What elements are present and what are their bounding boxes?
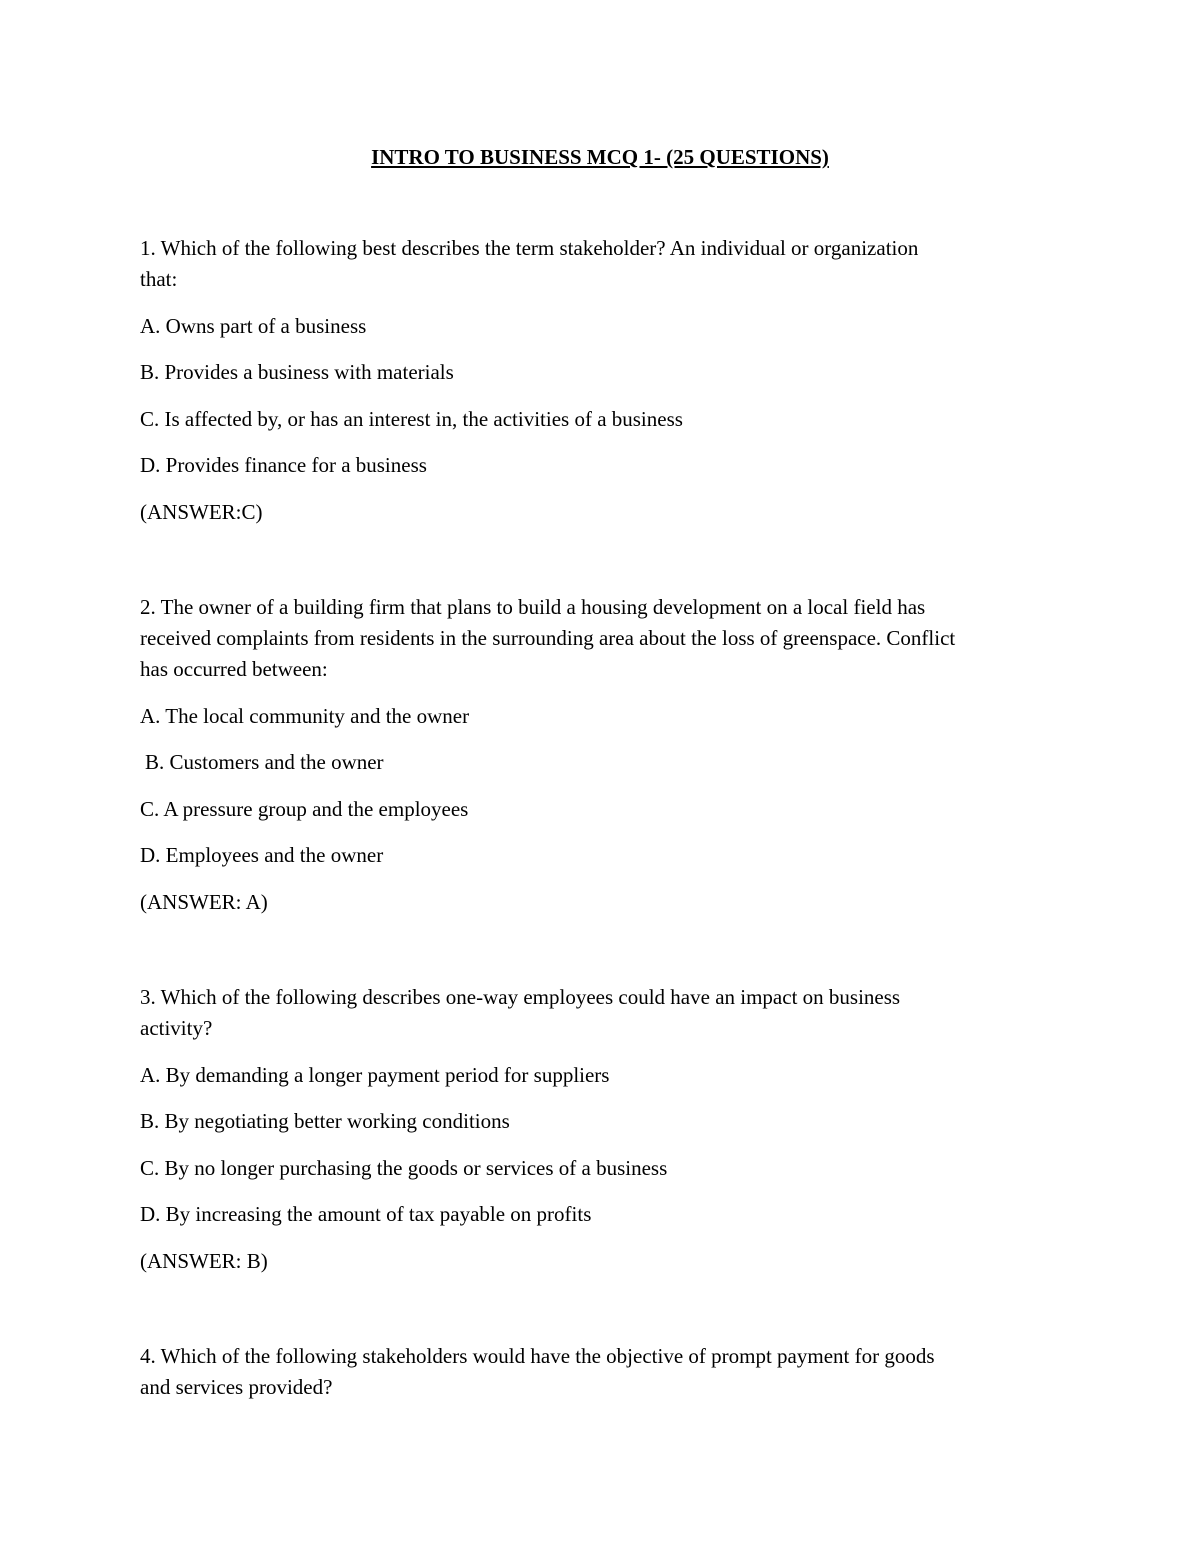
- question-2-option-b: B. Customers and the owner: [145, 750, 384, 774]
- question-1-option-d: D. Provides finance for a business: [140, 453, 427, 477]
- document-title: INTRO TO BUSINESS MCQ 1- (25 QUESTIONS): [371, 145, 829, 169]
- question-3-answer: (ANSWER: B): [140, 1249, 268, 1273]
- question-1-stem-line-1: 1. Which of the following best describes the term stakeholder? An individual or organization: [140, 236, 919, 260]
- question-2-stem-line-3: has occurred between:: [140, 657, 328, 681]
- question-3-option-c: C. By no longer purchasing the goods or services of a business: [140, 1156, 668, 1180]
- question-2-option-d: D. Employees and the owner: [140, 843, 384, 867]
- question-1-option-a: A. Owns part of a business: [140, 314, 367, 338]
- question-4-stem-line-2: and services provided?: [140, 1375, 333, 1399]
- question-1-answer: (ANSWER:C): [140, 500, 263, 524]
- question-2-stem-line-1: 2. The owner of a building firm that plans to build a housing development on a local field has: [140, 595, 926, 619]
- question-1-option-b: B. Provides a business with materials: [140, 360, 454, 384]
- question-3-option-a: A. By demanding a longer payment period for suppliers: [140, 1063, 610, 1087]
- question-3-stem-line-1: 3. Which of the following describes one-way employees could have an impact on business: [140, 985, 901, 1009]
- question-3-option-b: B. By negotiating better working conditions: [140, 1109, 510, 1133]
- question-4-stem-line-1: 4. Which of the following stakeholders would have the objective of prompt payment for goods: [140, 1344, 935, 1368]
- question-1-option-c: C. Is affected by, or has an interest in, the activities of a business: [140, 407, 683, 431]
- question-2-answer: (ANSWER: A): [140, 890, 268, 914]
- question-3-option-d: D. By increasing the amount of tax payable on profits: [140, 1202, 592, 1226]
- question-1-stem-line-2: that:: [140, 267, 178, 291]
- question-2-option-c: C. A pressure group and the employees: [140, 797, 469, 821]
- question-3-stem-line-2: activity?: [140, 1016, 213, 1040]
- question-2-stem-line-2: received complaints from residents in the surrounding area about the loss of greenspace. Conflict: [140, 626, 956, 650]
- question-2-option-a: A. The local community and the owner: [140, 704, 470, 728]
